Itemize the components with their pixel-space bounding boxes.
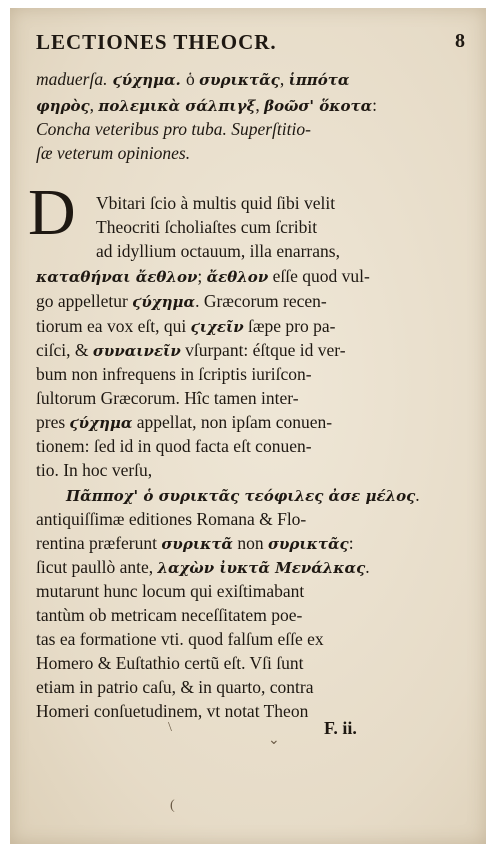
latin-text: tas ea formatione vti. quod falſum eſſe ex xyxy=(36,629,324,649)
latin-text: : xyxy=(348,533,354,553)
ink-mark: ( xyxy=(170,798,175,813)
greek-word: συρικτᾶ xyxy=(161,535,233,553)
text-line xyxy=(36,604,302,626)
greek-word: συρικτᾶς xyxy=(267,535,349,553)
greek-word: ϛιχεῖν xyxy=(190,318,244,336)
text-line xyxy=(36,676,313,698)
latin-text: Theocriti ſcholiaſtes cum ſcribit xyxy=(96,217,318,237)
latin-text: go appelletur xyxy=(36,291,133,311)
text-line xyxy=(96,240,340,262)
latin-text: ad idyllium octauum, illa enarrans, xyxy=(96,241,340,261)
running-header xyxy=(36,30,466,55)
ink-mark: \ xyxy=(168,720,172,735)
latin-text: ſicut paullò ante, xyxy=(36,557,158,577)
text-line xyxy=(36,411,332,434)
text-line xyxy=(36,387,299,409)
text-line xyxy=(96,192,335,214)
latin-text: rentina præferunt xyxy=(36,533,162,553)
text-line xyxy=(36,363,312,385)
latin-text: tantùm ob metricam neceſſitatem poe- xyxy=(36,605,303,625)
text-line xyxy=(36,556,370,579)
latin-text: Homero & Euſtathio certũ eſt. Vſi ſunt xyxy=(36,653,304,673)
latin-text: ; xyxy=(197,266,207,286)
text-line xyxy=(36,315,335,338)
latin-text: mutarunt hunc locum qui exiſtimabant xyxy=(36,581,305,601)
latin-text: , xyxy=(89,95,99,115)
header-title: LECTIONES THEOCR. xyxy=(36,30,277,54)
text-line xyxy=(36,265,370,288)
text-line xyxy=(36,652,303,674)
greek-word: φηρὸς xyxy=(36,97,90,115)
signature-mark: F. ii. xyxy=(324,718,357,738)
latin-text: tiorum ea vox eſt, qui xyxy=(36,316,191,336)
latin-text: ὁ xyxy=(185,69,200,89)
latin-text: Homeri conſuetudinem, vt notat Theon xyxy=(36,701,309,721)
text-line xyxy=(36,580,304,602)
greek-word: λαχὼν ἰυκτᾶ Μενάλκας xyxy=(157,559,366,577)
greek-word: ἱππότα xyxy=(288,71,350,89)
latin-text: ſultorum Græcorum. Hîc tamen inter- xyxy=(36,388,299,408)
latin-text: : xyxy=(372,95,377,115)
drop-capital: D xyxy=(28,176,76,249)
text-line xyxy=(36,290,327,313)
text-line xyxy=(36,435,312,457)
text-line xyxy=(36,508,306,530)
greek-word: ἄεθλον xyxy=(206,268,269,286)
latin-text: eſſe quod vul- xyxy=(268,266,370,286)
greek-word: Πᾶπποχ' ὁ συρικτᾶς τεόφιλες ἀσε μέλος xyxy=(66,487,416,505)
text-line xyxy=(96,216,317,238)
text-line xyxy=(36,68,349,91)
greek-word: πολεμικὰ σάλπιγξ xyxy=(98,97,256,115)
page-number: 8 xyxy=(455,30,466,52)
latin-text: bum non infrequens in ſcriptis iuriſcon- xyxy=(36,364,312,384)
greek-word: ϛύχημα xyxy=(132,293,196,311)
latin-text: Concha veteribus pro tuba. Superſtitio- xyxy=(36,119,311,139)
text-line xyxy=(66,484,420,507)
latin-text: appellat, non ipſam conuen- xyxy=(132,412,333,432)
greek-word: βοῶσ' ὅκοτα xyxy=(264,97,373,115)
text-line xyxy=(36,700,308,722)
text-line xyxy=(36,118,311,140)
greek-word: συρικτᾶς xyxy=(199,71,280,89)
text-line xyxy=(36,339,346,362)
text-line xyxy=(36,459,152,481)
latin-text: ſæpe pro pa- xyxy=(243,316,336,336)
latin-text: . xyxy=(415,485,420,505)
latin-text: Vbitari ſcio à multis quid ſibi velit xyxy=(96,193,336,213)
greek-word: συναινεῖν xyxy=(92,342,181,360)
latin-text: ciſci, & xyxy=(36,340,93,360)
text-line xyxy=(36,94,377,117)
text-line xyxy=(36,628,324,650)
greek-word: ϛύχημα. xyxy=(107,71,186,89)
latin-text: tionem: ſed id in quod facta eſt conuen- xyxy=(36,436,312,456)
text-line xyxy=(36,532,354,555)
latin-text: ſæ veterum opiniones. xyxy=(36,143,191,163)
latin-text: maduerſa. xyxy=(36,69,108,89)
book-page xyxy=(10,8,486,844)
latin-text: pres xyxy=(36,412,70,432)
latin-text: . Græcorum recen- xyxy=(195,291,327,311)
latin-text: tio. In hoc verſu, xyxy=(36,460,153,480)
greek-word: καταθήναι ἄεθλον xyxy=(36,268,198,286)
text-line xyxy=(36,142,190,164)
ink-mark: ⌄ xyxy=(268,733,280,748)
latin-text: , xyxy=(279,69,289,89)
latin-text: non xyxy=(232,533,268,553)
latin-text: antiquiſſimæ editiones Romana & Flo- xyxy=(36,509,307,529)
latin-text: vſurpant: éſtque id ver- xyxy=(180,340,346,360)
latin-text: etiam in patrio caſu, & in quarto, contra xyxy=(36,677,314,697)
greek-word: ϛύχημα xyxy=(69,414,133,432)
latin-text: . xyxy=(365,557,370,577)
latin-text: , xyxy=(255,95,265,115)
